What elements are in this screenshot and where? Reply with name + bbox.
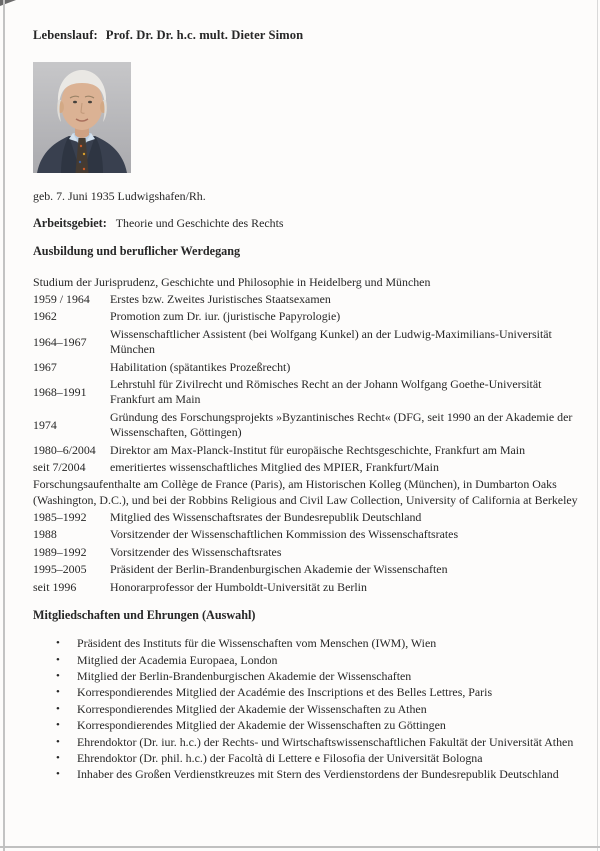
membership-item (56, 635, 584, 651)
page-title-label: Lebenslauf: (33, 28, 98, 42)
page-title (33, 28, 584, 43)
entry-text: Lehrstuhl für Zivilrecht und Römisches Recht an der Johann Wolfgang Goethe-Universität Frankfurt am Main (110, 377, 542, 407)
work-field-line (33, 216, 584, 231)
career-entry-row (33, 510, 584, 525)
membership-item (56, 766, 584, 782)
membership-text: Korrespondierendes Mitglied der Akademie der Wissenschaften zu Athen (77, 701, 427, 716)
membership-text: Mitglied der Berlin-Brandenburgischen Akademie der Wissenschaften (77, 668, 412, 683)
career-entries-late (33, 510, 584, 595)
memberships-section-heading: Mitgliedschaften und Ehrungen (Auswahl) (33, 608, 256, 623)
entry-text: Erstes bzw. Zweites Juristisches Staatsexamen (110, 292, 331, 306)
entry-date: 1967 (33, 359, 57, 374)
bullet-icon: • (56, 653, 60, 666)
entry-date: 1980–6/2004 (33, 442, 96, 457)
bullet-icon: • (56, 735, 60, 748)
bullet-icon: • (56, 751, 60, 764)
memberships-list (33, 635, 584, 783)
bullet-icon: • (56, 719, 60, 732)
career-entries (33, 292, 584, 475)
entry-text: Promotion zum Dr. iur. (juristische Papyrologie) (110, 309, 341, 324)
bullet-icon: • (56, 686, 60, 699)
portrait-photo-image (33, 62, 131, 173)
entry-date: 1962 (33, 309, 57, 324)
entry-text: Vorsitzender der Wissenschaftlichen Kommission des Wissenschaftsrates (110, 527, 459, 542)
entry-text: Direktor am Max-Planck-Institut für europäische Rechtsgeschichte, Frankfurt am Main (110, 442, 526, 457)
membership-item (56, 652, 584, 668)
entry-date: seit 7/2004 (33, 460, 86, 475)
entry-date: 1995–2005 (33, 562, 87, 577)
career-entry-row (33, 580, 584, 595)
entry-date: 1988 (33, 527, 57, 542)
membership-item (56, 750, 584, 766)
entry-date: 1968–1991 (33, 384, 87, 399)
bullet-icon: • (56, 637, 60, 650)
portrait-photo (33, 62, 131, 173)
membership-text: Korrespondierendes Mitglied der Akademie der Wissenschaften zu Göttingen (77, 718, 446, 733)
entry-text: Honorarprofessor der Humboldt-Universität zu Berlin (110, 579, 367, 594)
entry-date: 1974 (33, 417, 57, 432)
bullet-icon: • (56, 702, 60, 715)
membership-text: Ehrendoktor (Dr. phil. h.c.) der Facoltà di Lettere e Filosofia der Universität Bologna (77, 750, 483, 765)
career-section-heading: Ausbildung und beruflicher Werdegang (33, 244, 241, 258)
membership-text: Mitglied der Academia Europaea, London (77, 652, 278, 667)
bullet-icon: • (56, 669, 60, 682)
entry-text: Vorsitzender des Wissenschaftsrates (110, 544, 282, 559)
membership-item (56, 701, 584, 717)
membership-text: Präsident des Instituts für die Wissenschaften vom Menschen (IWM), Wien (77, 636, 437, 651)
entry-date: 1985–1992 (33, 510, 87, 525)
entry-text: Gründung des Forschungsprojekts »Byzantinisches Recht« (DFG, seit 1990 an der Akademie der Wissenschaften, Göttingen) (110, 409, 573, 440)
career-entry-row (33, 377, 584, 408)
membership-text: Korrespondierendes Mitglied der Académie des Inscriptions et des Belles Lettres, Paris (77, 685, 493, 700)
career-entry-row (33, 327, 584, 358)
career-entry-row (33, 527, 584, 542)
entry-text: Wissenschaftlicher Assistent (bei Wolfgang Kunkel) an der Ludwig-Maximilians-Universität München (110, 326, 552, 357)
bullet-icon: • (56, 768, 60, 781)
membership-text: Ehrendoktor (Dr. iur. h.c.) der Rechts- und Wirtschaftswissenschaftlichen Fakultät der Universität Athen (77, 734, 574, 749)
career-entry-row (33, 410, 584, 441)
entry-text: Mitglied des Wissenschaftsrates der Bundesrepublik Deutschland (110, 510, 422, 525)
career-entry-row (33, 360, 584, 375)
work-field-label: Arbeitsgebiet: (33, 216, 107, 230)
career-entry-row (33, 562, 584, 577)
membership-item (56, 734, 584, 750)
career-entry-row (33, 309, 584, 324)
entry-date: 1959 / 1964 (33, 292, 90, 306)
career-entry-row (33, 545, 584, 560)
page-title-name: Prof. Dr. Dr. h.c. mult. Dieter Simon (105, 28, 304, 42)
career-entry-row (33, 460, 584, 475)
entry-date: 1964–1967 (33, 334, 87, 349)
research-stays-note: Forschungsaufenthalte am Collège de France (Paris), am Historischen Kolleg (München), in Dumbarton Oaks (Washington, D.C.), und bei der Robbins Religious and Civil Law Collection, University of California at Berkeley (33, 477, 578, 507)
membership-item (56, 717, 584, 733)
entry-text: Präsident der Berlin-Brandenburgischen Akademie der Wissenschaften (110, 562, 448, 577)
career-entry-row (33, 443, 584, 458)
membership-item (56, 684, 584, 700)
work-field-value: Theorie und Geschichte des Rechts (115, 216, 284, 230)
career-entry-row (33, 292, 584, 307)
birth-line: geb. 7. Juni 1935 Ludwigshafen/Rh. (33, 189, 206, 203)
membership-item (56, 668, 584, 684)
entry-date: 1989–1992 (33, 544, 87, 559)
entry-text: emeritiertes wissenschaftliches Mitglied des MPIER, Frankfurt/Main (110, 460, 439, 475)
entry-date: seit 1996 (33, 579, 77, 594)
career-intro: Studium der Jurisprudenz, Geschichte und Philosophie in Heidelberg und München (33, 275, 431, 289)
entry-text: Habilitation (spätantikes Prozeßrecht) (110, 359, 291, 374)
membership-text: Inhaber des Großen Verdienstkreuzes mit Stern des Verdienstordens der Bundesrepublik Deutschland (77, 767, 559, 782)
